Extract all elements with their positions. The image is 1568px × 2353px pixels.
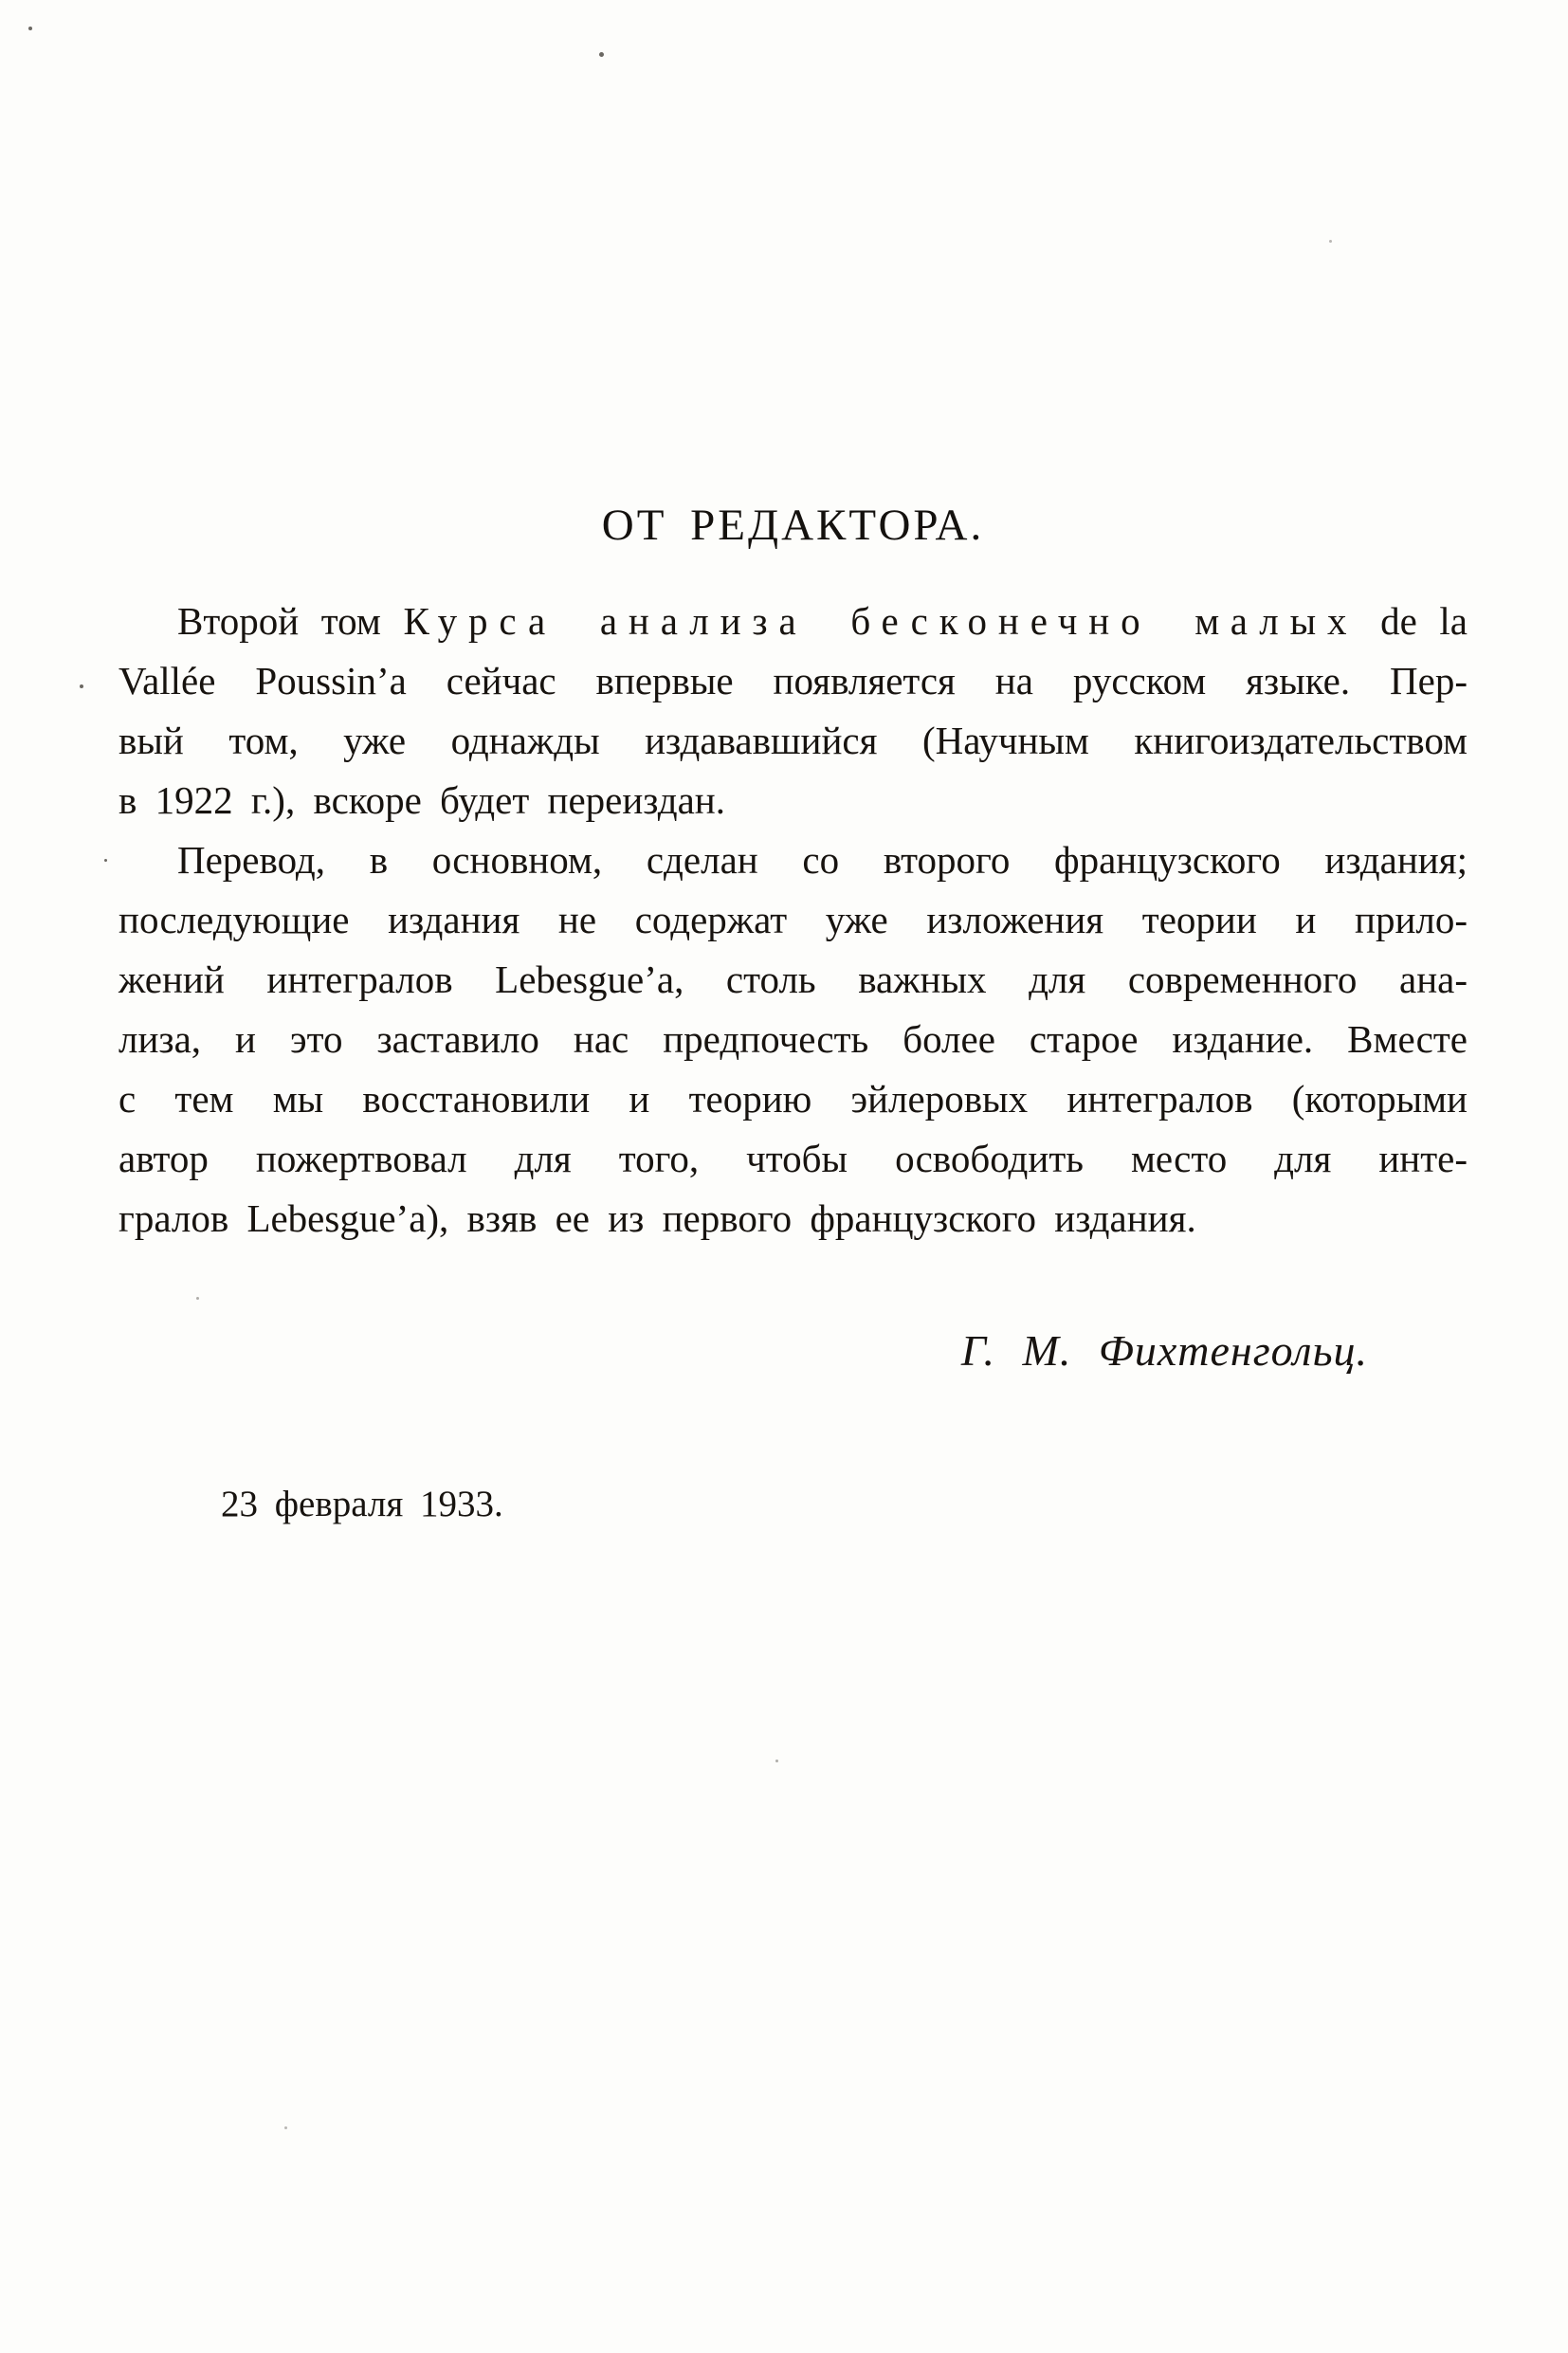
editor-preface-text [119,592,1468,1249]
page-title: ОТ РЕДАКТОРА. [601,501,985,550]
scan-speckle [284,2126,287,2129]
scan-speckle [80,684,83,688]
paragraph1-line4: в 1922 г.), вскоре будет переиздан. [119,778,725,822]
paragraph2-line4: лиза, и это заставило нас предпочесть более старое издание. Вместе [119,1017,1468,1061]
line-text-segment: Второй том [177,599,404,643]
paragraph1-line1 [119,592,1468,651]
paragraph2-line6: автор пожертвовал для того, чтобы освободить место для инте- [119,1137,1468,1180]
editor-signature: Г. М. Фихтенгольц. [960,1326,1368,1375]
paragraph2-line2: последующие издания не содержат уже изложения теории и прило- [119,898,1468,941]
scan-speckle [599,52,604,57]
paragraph1-line2: Vallée Poussin’a сейчас впервые появляется на русском языке. Пер- [119,659,1468,702]
paragraph1-line3: вый том, уже однажды издававшийся (Научным книгоиздательством [119,719,1468,762]
scan-speckle [1329,240,1332,243]
scan-speckle [775,1760,778,1762]
scan-speckle [196,1297,199,1300]
scan-speckle [28,27,32,30]
paragraph2-line3: жений интегралов Lebesgue’a, столь важных для современного ана- [119,958,1468,1001]
letterspaced-emphasis: Курса анализа бесконечно малых [403,599,1358,643]
paragraph2-line1: Перевод, в основном, сделан со второго французского издания; [177,838,1468,882]
paragraph2-line5: с тем мы восстановили и теорию эйлеровых интегралов (которыми [119,1077,1468,1121]
scan-speckle [104,859,107,862]
paragraph2-line7: гралов Lebesgue’a), взяв ее из первого французского издания. [119,1196,1196,1240]
preface-date: 23 февраля 1933. [221,1484,503,1524]
line-text-segment: de la [1358,599,1468,643]
